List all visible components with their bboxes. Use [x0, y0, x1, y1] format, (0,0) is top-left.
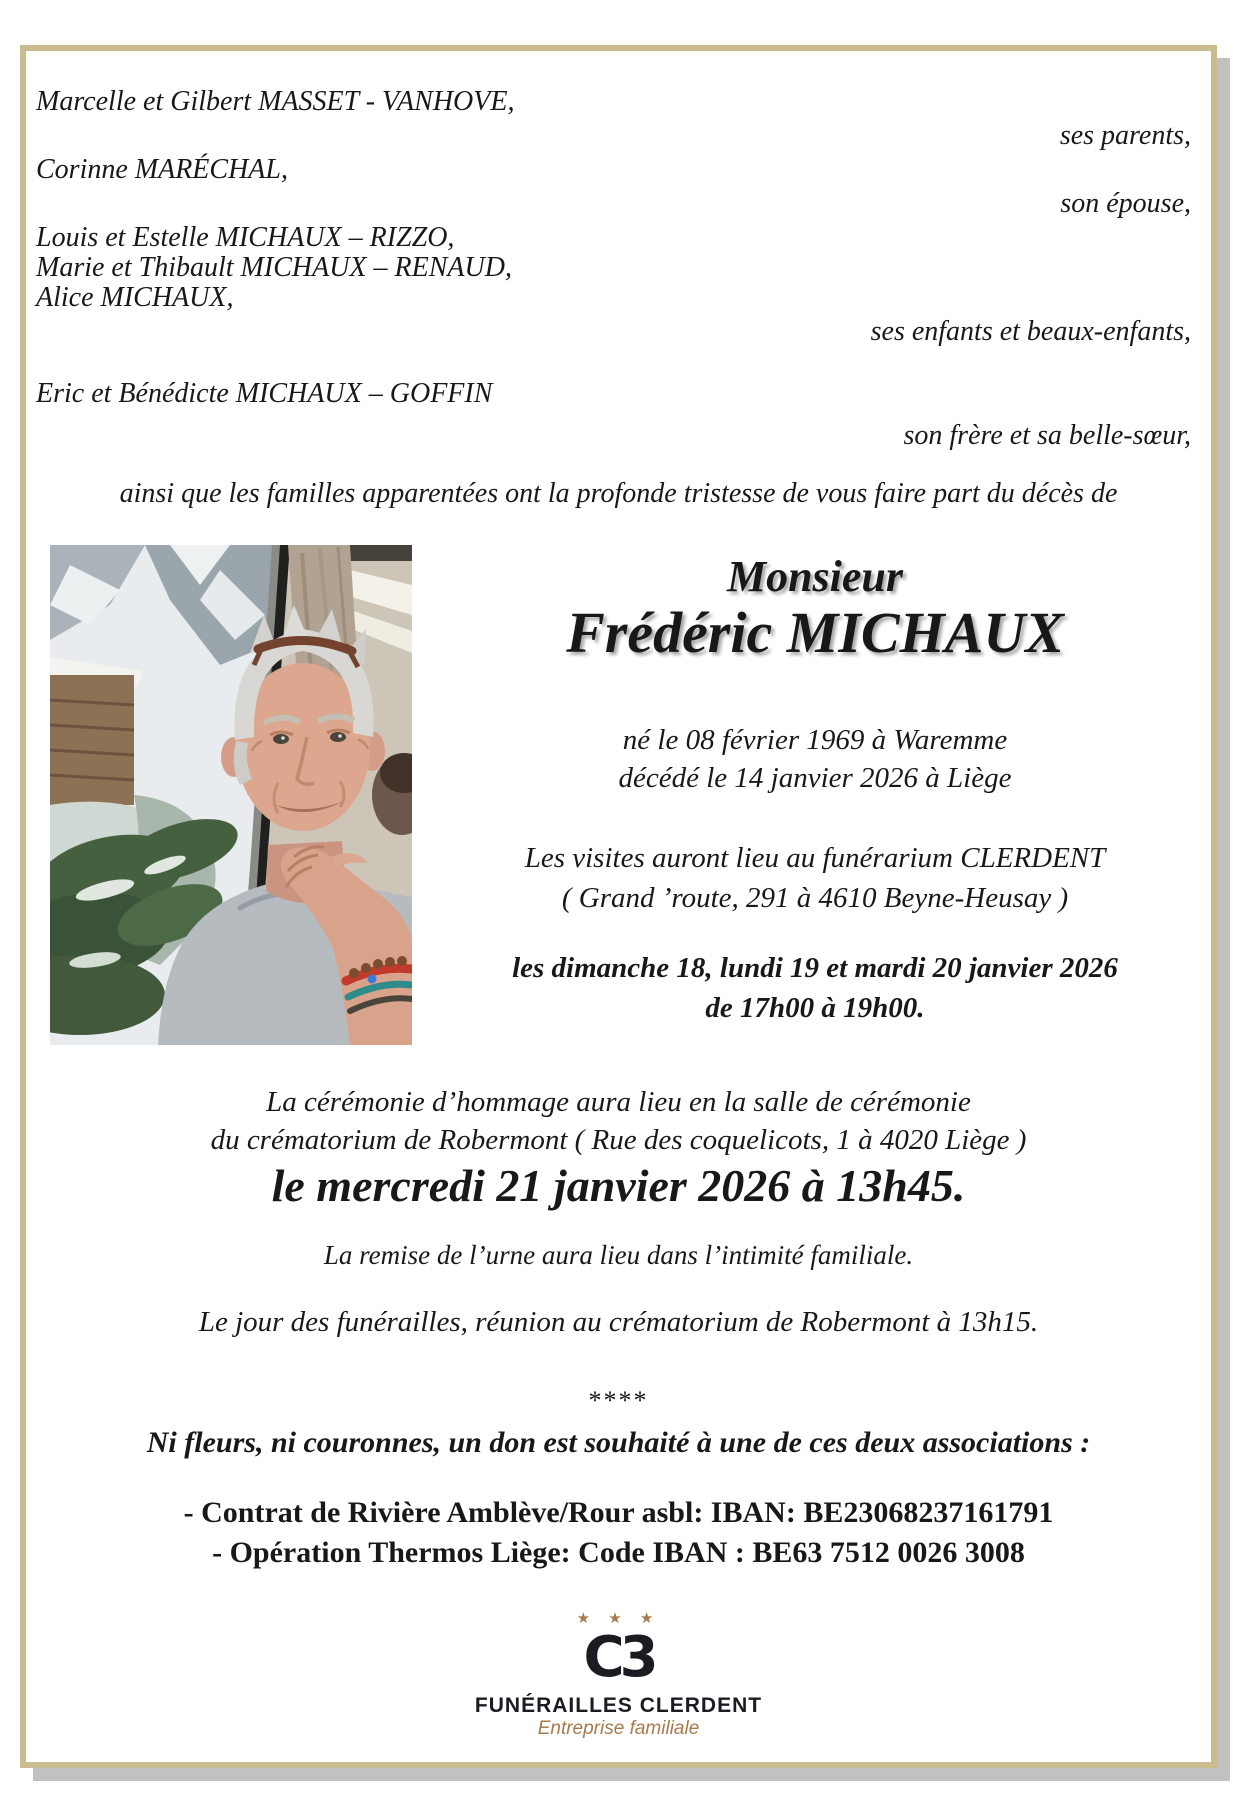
visits-line-2: ( Grand ’route, 291 à 4610 Beyne-Heusay ) — [561, 882, 1069, 914]
birth-line: né le 08 février 1969 à Waremme — [622, 724, 1008, 756]
mourner-relation-2: son épouse, — [1060, 188, 1191, 219]
asterisk-separator: **** — [588, 1386, 649, 1415]
mourner-names-6: Eric et Bénédicte MICHAUX – GOFFIN — [36, 378, 493, 409]
meeting-line: Le jour des funérailles, réunion au crématorium de Robermont à 13h15. — [198, 1306, 1039, 1338]
mourner-relation-4: son frère et sa belle-sœur, — [903, 420, 1191, 451]
logo-tagline: Entreprise familiale — [537, 1718, 700, 1739]
ceremony-datetime: le mercredi 21 janvier 2026 à 13h45. — [271, 1160, 966, 1211]
mourner-relation-1: ses parents, — [1059, 120, 1191, 151]
urn-line: La remise de l’urne aura lieu dans l’intimité familiale. — [323, 1240, 914, 1270]
visits-days: les dimanche 18, lundi 19 et mardi 20 janvier 2026 — [512, 952, 1118, 984]
mourner-names-5: Alice MICHAUX, — [36, 282, 234, 313]
ceremony-line-1: La cérémonie d’hommage aura lieu en la salle de cérémonie — [266, 1086, 971, 1118]
mourner-names-1: Marcelle et Gilbert MASSET - VANHOVE, — [36, 86, 515, 117]
donation-heading: Ni fleurs, ni couronnes, un don est souhaité à une de ces deux associations : — [146, 1426, 1091, 1459]
visits-hours: de 17h00 à 19h00. — [705, 992, 925, 1024]
visits-line-1: Les visites auront lieu au funérarium CLERDENT — [524, 842, 1106, 874]
deceased-name: Frédéric MICHAUX — [566, 600, 1064, 665]
association-2: - Opération Thermos Liège: Code IBAN : BE63 7512 0026 3008 — [212, 1536, 1025, 1569]
association-1: - Contrat de Rivière Amblève/Rour asbl: IBAN: BE23068237161791 — [183, 1496, 1054, 1529]
logo-stars-icon: ★ ★ ★ — [576, 1610, 661, 1627]
intro-line: ainsi que les familles apparentées ont la profonde tristesse de vous faire part du décès de — [119, 478, 1118, 509]
deceased-title: Monsieur — [726, 552, 904, 601]
death-line: décédé le 14 janvier 2026 à Liège — [618, 762, 1012, 794]
ceremony-line-2: du crématorium de Robermont ( Rue des coquelicots, 1 à 4020 Liège ) — [210, 1124, 1027, 1156]
mourner-relation-3: ses enfants et beaux-enfants, — [870, 316, 1191, 347]
mourner-names-2: Corinne MARÉCHAL, — [36, 154, 288, 185]
chalet — [50, 657, 142, 805]
logo-monogram: C3 — [583, 1625, 654, 1690]
mourner-names-3: Louis et Estelle MICHAUX – RIZZO, — [36, 222, 455, 253]
portrait-photo-illustration — [50, 545, 412, 1045]
portrait-photo — [50, 545, 412, 1045]
logo-name: FUNÉRAILLES CLERDENT — [474, 1694, 763, 1717]
mourner-names-4: Marie et Thibault MICHAUX – RENAUD, — [36, 252, 512, 283]
